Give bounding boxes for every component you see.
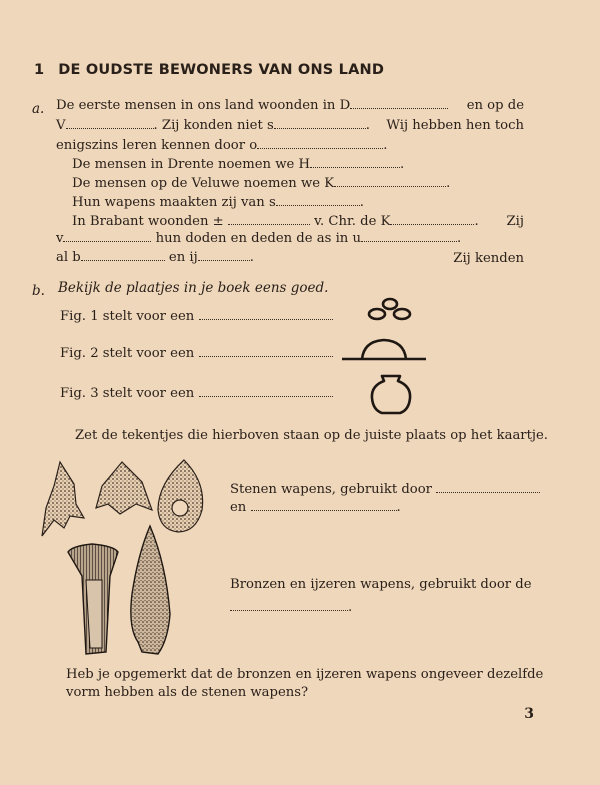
- blank-bronze-users[interactable]: [230, 598, 348, 611]
- blank-fig3[interactable]: [199, 384, 333, 397]
- urn-icon: [368, 372, 414, 416]
- line-a1: De eerste mensen in ons land woonden in D en op de: [56, 98, 524, 113]
- bronze-weapons-line: Bronzen en ijzeren wapens, gebruikt door de: [230, 577, 532, 592]
- question-line-1: Heb je opgemerkt dat de bronzen en ijzeren wapens ongeveer dezelfde: [66, 667, 544, 682]
- page-number: 3: [524, 706, 534, 722]
- bronze-weapons-illustration: [62, 524, 192, 660]
- line-a6: Hun wapens maakten zij van s .: [72, 195, 364, 210]
- line-a4: De mensen in Drente noemen we H .: [72, 157, 405, 172]
- blank-kelten[interactable]: [390, 212, 474, 225]
- blank-fig2[interactable]: [199, 344, 333, 357]
- question-line-2: vorm hebben als de stenen wapens?: [66, 685, 309, 700]
- fig2-line: Fig. 2 stelt voor een: [60, 344, 333, 364]
- line-a8: v hun doden en deden de as in u . Zij kenden: [56, 231, 524, 266]
- stone-weapons-line: Stenen wapens, gebruikt door: [230, 480, 540, 500]
- blank-opgravingen[interactable]: [257, 136, 383, 149]
- blank-verbrandden[interactable]: [63, 229, 151, 242]
- stone-weapons-line-2: en .: [230, 500, 401, 515]
- blank-jaartal[interactable]: [228, 212, 310, 225]
- blank-brons[interactable]: [81, 248, 165, 261]
- page-title: 1 DE OUDSTE BEWONERS VAN ONS LAND: [34, 62, 385, 78]
- section-b-label: b.: [32, 283, 45, 299]
- line-a3: enigszins leren kennen door o .: [56, 138, 388, 153]
- line-a7: In Brabant woonden ± v. Chr. de K . Zij: [72, 214, 524, 229]
- blank-stone-users-1[interactable]: [436, 480, 540, 493]
- fig1-line: Fig. 1 stelt voor een: [60, 307, 333, 327]
- blank-stone-users-2[interactable]: [251, 498, 397, 511]
- blank-urnen[interactable]: [361, 229, 457, 242]
- fig3-line: Fig. 3 stelt voor een: [60, 384, 333, 404]
- blank-fig1[interactable]: [199, 307, 333, 320]
- section-a-label: a.: [32, 101, 45, 117]
- bronze-weapons-blank-row: .: [230, 596, 352, 618]
- blank-steen[interactable]: [276, 193, 360, 206]
- hunebed-icon: [340, 337, 430, 363]
- section-b-instruction: Bekijk de plaatjes in je boek eens goed.: [58, 280, 329, 296]
- map-task: Zet de tekentjes die hierboven staan op de juiste plaats op het kaartje.: [75, 428, 548, 443]
- line-a2: V . Zij konden niet s . Wij hebben hen toch: [56, 118, 524, 133]
- line-a9: al b en ij .: [56, 250, 254, 265]
- blank-veluwe[interactable]: [66, 116, 154, 129]
- stones-icon: [366, 296, 414, 322]
- blank-ijzer[interactable]: [198, 248, 250, 261]
- blank-hunebedbouwers[interactable]: [310, 155, 400, 168]
- blank-dorp[interactable]: [350, 96, 448, 109]
- line-a5: De mensen op de Veluwe noemen we K .: [72, 176, 451, 191]
- blank-klokbekermensen[interactable]: [334, 174, 446, 187]
- blank-schrijven[interactable]: [274, 116, 366, 129]
